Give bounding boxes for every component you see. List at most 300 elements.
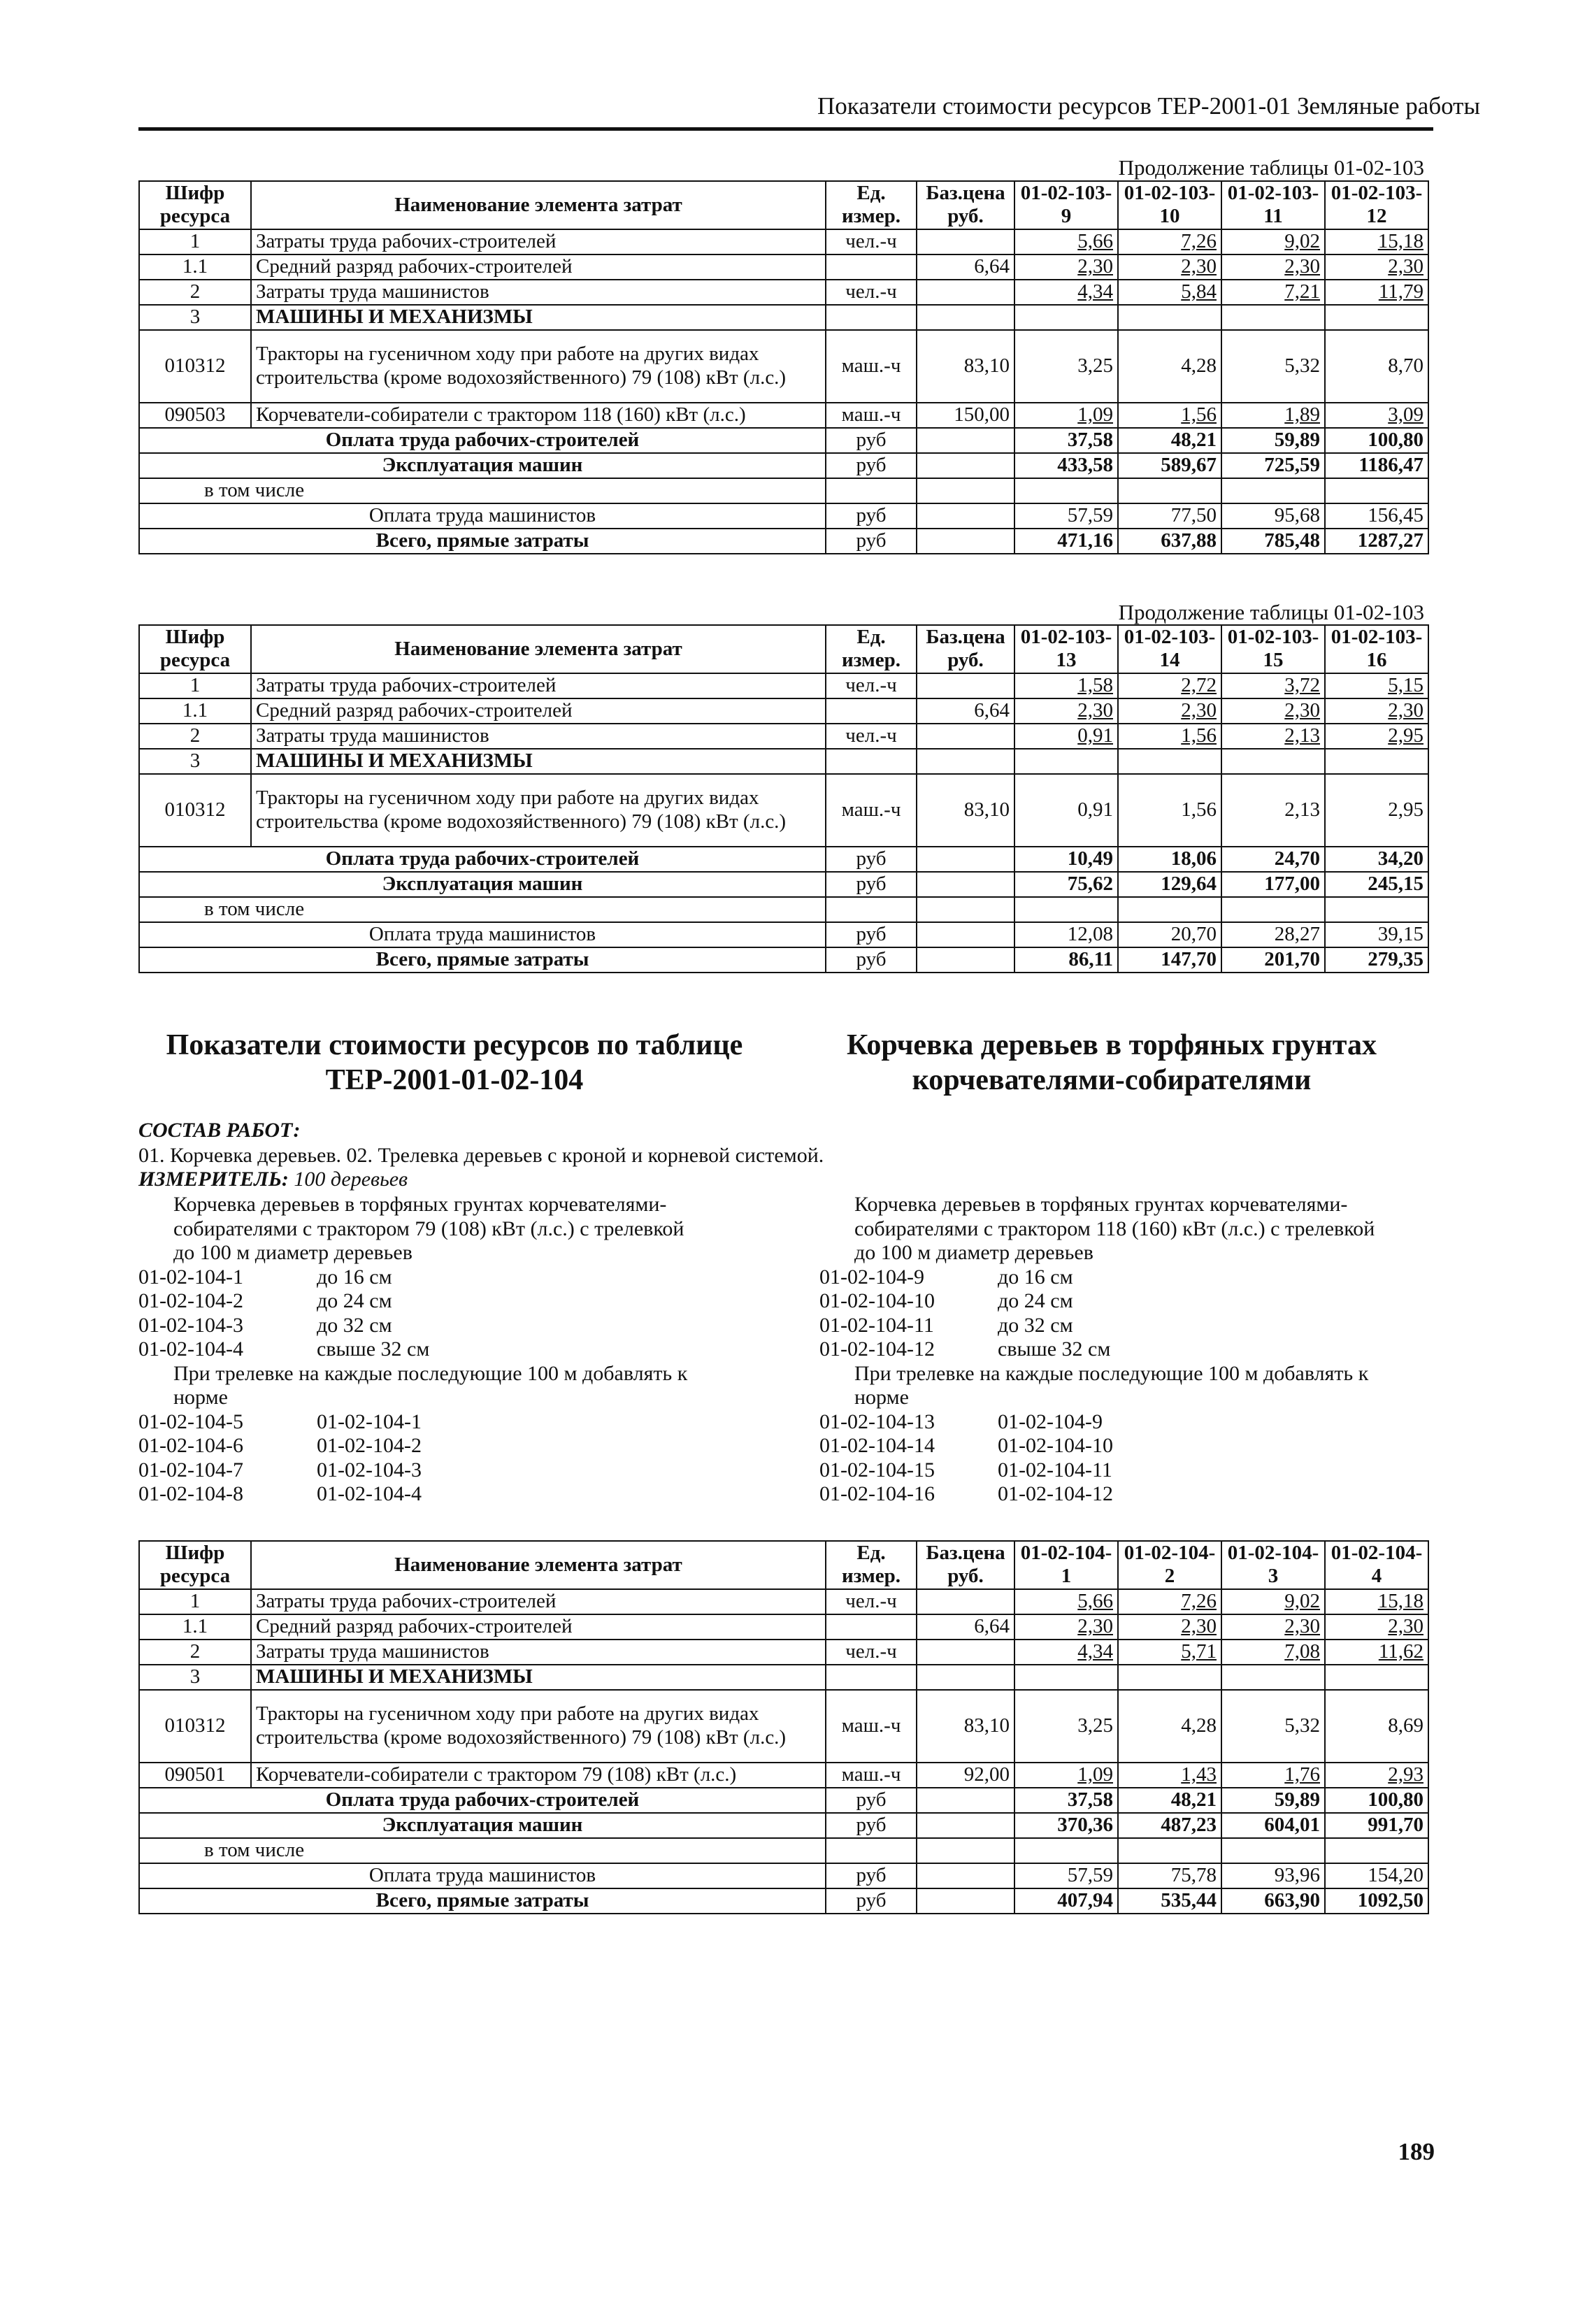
column-header: Баз.цена руб. (917, 1541, 1014, 1589)
norm-code: 01-02-104-5 (138, 1410, 243, 1433)
cell-value (826, 749, 917, 774)
cell-value: 150,00 (917, 403, 1014, 428)
summary-value (917, 922, 1014, 947)
cell-value (1118, 305, 1221, 330)
norm-reference-code: 01-02-104-10 (998, 1434, 1113, 1457)
cell-value: 2,72 (1118, 673, 1221, 698)
summary-row (139, 428, 1428, 453)
norm-description-line: до 100 м диаметр деревьев (854, 1241, 1093, 1264)
norm-diameter: свыше 32 см (317, 1337, 430, 1361)
cell-value: 1,56 (1118, 403, 1221, 428)
resource-code: 090501 (139, 1763, 251, 1788)
summary-row (139, 529, 1428, 554)
summary-label: Эксплуатация машин (139, 1813, 826, 1838)
summary-value (917, 1888, 1014, 1914)
summary-value (917, 1863, 1014, 1888)
column-header: Наименование элемента затрат (251, 1541, 826, 1589)
summary-value: 95,68 (1221, 503, 1325, 529)
cell-value: 0,91 (1014, 774, 1118, 847)
table-row (139, 1763, 1428, 1788)
summary-value: 75,78 (1118, 1863, 1221, 1888)
summary-value (1014, 897, 1118, 922)
summary-value: руб (826, 503, 917, 529)
summary-row (139, 1788, 1428, 1813)
summary-value: 57,59 (1014, 1863, 1118, 1888)
summary-value: 663,90 (1221, 1888, 1325, 1914)
cell-value: 2,30 (1118, 254, 1221, 280)
summary-value (826, 897, 917, 922)
summary-value (917, 847, 1014, 872)
summary-label: Оплата труда рабочих-строителей (139, 847, 826, 872)
cost-element-name: Тракторы на гусеничном ходу при работе на других видах строительства (кроме водохозяйственного) 79 (108) кВт (л.с.) (251, 330, 826, 403)
summary-value: 77,50 (1118, 503, 1221, 529)
summary-value (917, 529, 1014, 554)
resource-code: 3 (139, 305, 251, 330)
norm-code: 01-02-104-6 (138, 1434, 243, 1457)
cell-value: 11,79 (1325, 280, 1428, 305)
table-row (139, 673, 1428, 698)
summary-value: 1092,50 (1325, 1888, 1428, 1914)
header-rule (138, 127, 1433, 131)
table-row (139, 1640, 1428, 1665)
summary-value: 991,70 (1325, 1813, 1428, 1838)
summary-value: 37,58 (1014, 1788, 1118, 1813)
resource-code: 1 (139, 673, 251, 698)
summary-value (1325, 897, 1428, 922)
cell-value (1325, 1665, 1428, 1690)
cell-value: 6,64 (917, 1614, 1014, 1640)
section-title-right: Корчевка деревьев в торфяных грунтах корчевателями-собирателями (847, 1029, 1377, 1097)
table-row (139, 1614, 1428, 1640)
column-header: 01-02-103-15 (1221, 625, 1325, 673)
cell-value: чел.-ч (826, 724, 917, 749)
cell-value (1014, 1665, 1118, 1690)
table-row (139, 1665, 1428, 1690)
summary-value: 589,67 (1118, 453, 1221, 478)
cost-element-name: МАШИНЫ И МЕХАНИЗМЫ (251, 305, 826, 330)
running-header-title: Показатели стоимости ресурсов ТЕР-2001-01 Земляные работы (817, 92, 1480, 120)
resource-code: 1 (139, 229, 251, 254)
summary-label: Оплата труда рабочих-строителей (139, 1788, 826, 1813)
cell-value: 5,66 (1014, 1589, 1118, 1614)
summary-label: в том числе (139, 478, 826, 503)
cell-value: маш.-ч (826, 1690, 917, 1763)
cell-value: чел.-ч (826, 229, 917, 254)
summary-row (139, 453, 1428, 478)
cell-value (1221, 1665, 1325, 1690)
cell-value: 2,30 (1118, 698, 1221, 724)
summary-value: 59,89 (1221, 1788, 1325, 1813)
cell-value (917, 305, 1014, 330)
summary-value (826, 1838, 917, 1863)
summary-value: руб (826, 922, 917, 947)
composition-text: 01. Корчевка деревьев. 02. Трелевка деревьев с кроной и корневой системой. (138, 1144, 824, 1167)
summary-row (139, 503, 1428, 529)
summary-value: 245,15 (1325, 872, 1428, 897)
cost-element-name: МАШИНЫ И МЕХАНИЗМЫ (251, 1665, 826, 1690)
summary-value: 147,70 (1118, 947, 1221, 973)
cell-value: 8,70 (1325, 330, 1428, 403)
norm-reference-code: 01-02-104-3 (317, 1458, 422, 1482)
cell-value: 15,18 (1325, 1589, 1428, 1614)
summary-value (917, 947, 1014, 973)
cell-value (917, 673, 1014, 698)
summary-value: 48,21 (1118, 428, 1221, 453)
cell-value: 0,91 (1014, 724, 1118, 749)
cell-value: 9,02 (1221, 1589, 1325, 1614)
summary-value (1325, 1838, 1428, 1863)
norm-code: 01-02-104-4 (138, 1337, 243, 1361)
summary-value (917, 428, 1014, 453)
norm-add-text: норме (173, 1386, 228, 1409)
table-row (139, 1690, 1428, 1763)
cell-value: маш.-ч (826, 330, 917, 403)
cell-value: маш.-ч (826, 403, 917, 428)
cell-value (1014, 305, 1118, 330)
norm-add-text: При трелевке на каждые последующие 100 м добавлять к (854, 1361, 1369, 1385)
cell-value: 1,43 (1118, 1763, 1221, 1788)
summary-value (917, 897, 1014, 922)
summary-value: 59,89 (1221, 428, 1325, 453)
summary-label: Всего, прямые затраты (139, 529, 826, 554)
summary-value: 129,64 (1118, 872, 1221, 897)
table-row (139, 1589, 1428, 1614)
summary-value (917, 453, 1014, 478)
norm-diameter: до 16 см (317, 1265, 392, 1289)
table-row (139, 698, 1428, 724)
summary-value: 34,20 (1325, 847, 1428, 872)
summary-row (139, 922, 1428, 947)
summary-value: 24,70 (1221, 847, 1325, 872)
cell-value: 2,95 (1325, 774, 1428, 847)
resource-code: 2 (139, 724, 251, 749)
cell-value: 7,26 (1118, 1589, 1221, 1614)
table-row (139, 724, 1428, 749)
norm-reference-code: 01-02-104-1 (317, 1410, 422, 1433)
summary-value: 156,45 (1325, 503, 1428, 529)
cell-value: 92,00 (917, 1763, 1014, 1788)
norm-diameter: свыше 32 см (998, 1337, 1111, 1361)
summary-value: 1287,27 (1325, 529, 1428, 554)
cell-value: 7,26 (1118, 229, 1221, 254)
summary-value: 93,96 (1221, 1863, 1325, 1888)
summary-value: руб (826, 847, 917, 872)
cell-value (917, 749, 1014, 774)
column-header: 01-02-104-4 (1325, 1541, 1428, 1589)
column-header: Шифр ресурса (139, 625, 251, 673)
summary-value: 100,80 (1325, 1788, 1428, 1813)
resource-code: 1.1 (139, 698, 251, 724)
cost-element-name: Затраты труда рабочих-строителей (251, 1589, 826, 1614)
column-header: 01-02-104-3 (1221, 1541, 1325, 1589)
summary-value: 407,94 (1014, 1888, 1118, 1914)
norm-code: 01-02-104-11 (819, 1313, 934, 1337)
cell-value: 4,34 (1014, 1640, 1118, 1665)
composition-label: СОСТАВ РАБОТ: (138, 1119, 301, 1142)
summary-value: руб (826, 1888, 917, 1914)
norm-description-line: Корчевка деревьев в торфяных грунтах корчевателями- (854, 1193, 1348, 1216)
column-header: 01-02-103-13 (1014, 625, 1118, 673)
cost-element-name: Корчеватели-собиратели с трактором 79 (108) кВт (л.с.) (251, 1763, 826, 1788)
cell-value (1325, 305, 1428, 330)
column-header: 01-02-103-16 (1325, 625, 1428, 673)
summary-value: 39,15 (1325, 922, 1428, 947)
table1-continuation-note: Продолжение таблицы 01-02-103 (1118, 155, 1424, 180)
norm-add-text: При трелевке на каждые последующие 100 м добавлять к (173, 1361, 688, 1385)
cost-element-name: Корчеватели-собиратели с трактором 118 (160) кВт (л.с.) (251, 403, 826, 428)
norm-description-line: Корчевка деревьев в торфяных грунтах корчевателями- (173, 1193, 667, 1216)
table-row (139, 305, 1428, 330)
summary-value (917, 1788, 1014, 1813)
summary-row (139, 1863, 1428, 1888)
column-header: Баз.цена руб. (917, 625, 1014, 673)
summary-value: 177,00 (1221, 872, 1325, 897)
summary-value: 433,58 (1014, 453, 1118, 478)
cost-element-name: Средний разряд рабочих-строителей (251, 1614, 826, 1640)
summary-row (139, 478, 1428, 503)
cell-value: 2,30 (1221, 698, 1325, 724)
table-row (139, 749, 1428, 774)
resource-code: 010312 (139, 1690, 251, 1763)
resource-code: 1.1 (139, 254, 251, 280)
norm-add-text: норме (854, 1386, 909, 1409)
summary-value: 370,36 (1014, 1813, 1118, 1838)
cell-value (917, 1640, 1014, 1665)
cost-element-name: Тракторы на гусеничном ходу при работе на других видах строительства (кроме водохозяйственного) 79 (108) кВт (л.с.) (251, 1690, 826, 1763)
summary-value: 20,70 (1118, 922, 1221, 947)
resource-code: 3 (139, 1665, 251, 1690)
cost-element-name: Затраты труда машинистов (251, 1640, 826, 1665)
table-row (139, 774, 1428, 847)
cell-value: 3,25 (1014, 330, 1118, 403)
table2-continuation-note: Продолжение таблицы 01-02-103 (1118, 600, 1424, 624)
column-header: 01-02-103-9 (1014, 181, 1118, 229)
summary-value: руб (826, 1788, 917, 1813)
cell-value: 5,84 (1118, 280, 1221, 305)
summary-value: 487,23 (1118, 1813, 1221, 1838)
norm-reference-code: 01-02-104-12 (998, 1482, 1113, 1505)
cell-value: 4,28 (1118, 1690, 1221, 1763)
cell-value: 1,89 (1221, 403, 1325, 428)
cell-value (1118, 1665, 1221, 1690)
meter-value: 100 деревьев (294, 1168, 408, 1191)
cell-value: чел.-ч (826, 673, 917, 698)
cell-value: 15,18 (1325, 229, 1428, 254)
cell-value (1325, 749, 1428, 774)
summary-value: 725,59 (1221, 453, 1325, 478)
cell-value: 5,32 (1221, 330, 1325, 403)
cell-value: 5,66 (1014, 229, 1118, 254)
cell-value (826, 254, 917, 280)
cell-value: 6,64 (917, 698, 1014, 724)
resource-code: 090503 (139, 403, 251, 428)
cell-value (826, 1665, 917, 1690)
table-row (139, 403, 1428, 428)
cell-value: 1,09 (1014, 403, 1118, 428)
summary-value: 28,27 (1221, 922, 1325, 947)
cost-element-name: Средний разряд рабочих-строителей (251, 698, 826, 724)
summary-label: Оплата труда машинистов (139, 1863, 826, 1888)
cell-value: 1,09 (1014, 1763, 1118, 1788)
summary-label: Эксплуатация машин (139, 872, 826, 897)
cell-value: 2,30 (1014, 1614, 1118, 1640)
column-header: Наименование элемента затрат (251, 625, 826, 673)
column-header: 01-02-104-2 (1118, 1541, 1221, 1589)
cell-value: 2,30 (1014, 254, 1118, 280)
cell-value (1221, 305, 1325, 330)
header-row (139, 181, 1428, 229)
column-header: Наименование элемента затрат (251, 181, 826, 229)
summary-label: Оплата труда рабочих-строителей (139, 428, 826, 453)
summary-value: руб (826, 872, 917, 897)
summary-value: 785,48 (1221, 529, 1325, 554)
cell-value: 2,30 (1118, 1614, 1221, 1640)
summary-value: 86,11 (1014, 947, 1118, 973)
cell-value: чел.-ч (826, 1640, 917, 1665)
cell-value: 2,30 (1325, 1614, 1428, 1640)
summary-label: Оплата труда машинистов (139, 922, 826, 947)
header-row (139, 1541, 1428, 1589)
resource-code: 2 (139, 1640, 251, 1665)
summary-value (917, 1838, 1014, 1863)
resource-code: 010312 (139, 774, 251, 847)
summary-label: в том числе (139, 897, 826, 922)
norm-description-line: собирателями с трактором 79 (108) кВт (л.с.) с трелевкой (173, 1217, 684, 1240)
summary-value (1118, 478, 1221, 503)
summary-value: 75,62 (1014, 872, 1118, 897)
column-header: Шифр ресурса (139, 1541, 251, 1589)
summary-label: Всего, прямые затраты (139, 947, 826, 973)
column-header: 01-02-103-14 (1118, 625, 1221, 673)
norm-code: 01-02-104-13 (819, 1410, 935, 1433)
summary-value (1221, 1838, 1325, 1863)
summary-value: 604,01 (1221, 1813, 1325, 1838)
norm-code: 01-02-104-3 (138, 1313, 243, 1337)
summary-row (139, 1813, 1428, 1838)
column-header: Ед. измер. (826, 625, 917, 673)
norm-diameter: до 32 см (998, 1313, 1073, 1337)
summary-value (1118, 897, 1221, 922)
summary-row (139, 847, 1428, 872)
norm-code: 01-02-104-16 (819, 1482, 935, 1505)
summary-value: 201,70 (1221, 947, 1325, 973)
summary-row (139, 947, 1428, 973)
column-header: 01-02-104-1 (1014, 1541, 1118, 1589)
summary-value: руб (826, 1813, 917, 1838)
norm-reference-code: 01-02-104-11 (998, 1458, 1112, 1482)
resource-code: 2 (139, 280, 251, 305)
summary-label: Оплата труда машинистов (139, 503, 826, 529)
cell-value: 2,13 (1221, 774, 1325, 847)
cell-value: 2,30 (1325, 698, 1428, 724)
table-row (139, 229, 1428, 254)
cell-value (917, 724, 1014, 749)
cell-value: 83,10 (917, 1690, 1014, 1763)
column-header: 01-02-103-12 (1325, 181, 1428, 229)
cell-value: 8,69 (1325, 1690, 1428, 1763)
norm-reference-code: 01-02-104-9 (998, 1410, 1103, 1433)
cell-value (826, 1614, 917, 1640)
summary-value: 637,88 (1118, 529, 1221, 554)
cost-element-name: Затраты труда рабочих-строителей (251, 229, 826, 254)
cell-value (1221, 749, 1325, 774)
resource-table-103-13-16 (138, 624, 1429, 973)
cell-value: 83,10 (917, 774, 1014, 847)
cell-value: 1,58 (1014, 673, 1118, 698)
summary-value: руб (826, 453, 917, 478)
resource-table-103-9-12 (138, 180, 1429, 554)
cell-value: 5,32 (1221, 1690, 1325, 1763)
norm-code: 01-02-104-15 (819, 1458, 935, 1482)
norm-code: 01-02-104-14 (819, 1434, 935, 1457)
norm-code: 01-02-104-9 (819, 1265, 924, 1289)
meter-line (138, 1168, 408, 1191)
column-header: Шифр ресурса (139, 181, 251, 229)
norm-diameter: до 24 см (998, 1289, 1073, 1312)
cell-value (826, 305, 917, 330)
cost-element-name: Тракторы на гусеничном ходу при работе на других видах строительства (кроме водохозяйственного) 79 (108) кВт (л.с.) (251, 774, 826, 847)
summary-value (826, 478, 917, 503)
cell-value: 4,28 (1118, 330, 1221, 403)
cost-element-name: МАШИНЫ И МЕХАНИЗМЫ (251, 749, 826, 774)
cell-value: 2,95 (1325, 724, 1428, 749)
cell-value: чел.-ч (826, 1589, 917, 1614)
summary-value (1014, 1838, 1118, 1863)
cell-value: 2,93 (1325, 1763, 1428, 1788)
summary-value: руб (826, 428, 917, 453)
summary-value (917, 872, 1014, 897)
norm-diameter: до 16 см (998, 1265, 1073, 1289)
summary-value: 48,21 (1118, 1788, 1221, 1813)
cell-value: 5,71 (1118, 1640, 1221, 1665)
summary-value: 279,35 (1325, 947, 1428, 973)
column-header: 01-02-103-11 (1221, 181, 1325, 229)
meter-label: ИЗМЕРИТЕЛЬ: (138, 1168, 289, 1191)
summary-value (1221, 478, 1325, 503)
norm-code: 01-02-104-1 (138, 1265, 243, 1289)
summary-value: 57,59 (1014, 503, 1118, 529)
summary-value (1014, 478, 1118, 503)
cell-value (917, 280, 1014, 305)
norm-code: 01-02-104-8 (138, 1482, 243, 1505)
cell-value (1118, 749, 1221, 774)
header-row (139, 625, 1428, 673)
cost-element-name: Средний разряд рабочих-строителей (251, 254, 826, 280)
cell-value: 9,02 (1221, 229, 1325, 254)
summary-label: Всего, прямые затраты (139, 1888, 826, 1914)
norm-diameter: до 32 см (317, 1313, 392, 1337)
summary-value: руб (826, 529, 917, 554)
cell-value: 7,21 (1221, 280, 1325, 305)
cell-value: 3,09 (1325, 403, 1428, 428)
cell-value (1014, 749, 1118, 774)
resource-code: 1 (139, 1589, 251, 1614)
column-header: 01-02-103-10 (1118, 181, 1221, 229)
norm-description-line: собирателями с трактором 118 (160) кВт (л.с.) с трелевкой (854, 1217, 1375, 1240)
summary-value (1325, 478, 1428, 503)
cell-value: 5,15 (1325, 673, 1428, 698)
summary-value (1221, 897, 1325, 922)
cell-value: 83,10 (917, 330, 1014, 403)
table-row (139, 280, 1428, 305)
column-header: Баз.цена руб. (917, 181, 1014, 229)
cell-value: 1,56 (1118, 724, 1221, 749)
column-header: Ед. измер. (826, 181, 917, 229)
section-title-left: Показатели стоимости ресурсов по таблице ТЕР-2001-01-02-104 (166, 1029, 743, 1097)
cell-value (917, 229, 1014, 254)
table-row (139, 330, 1428, 403)
cell-value: 4,34 (1014, 280, 1118, 305)
